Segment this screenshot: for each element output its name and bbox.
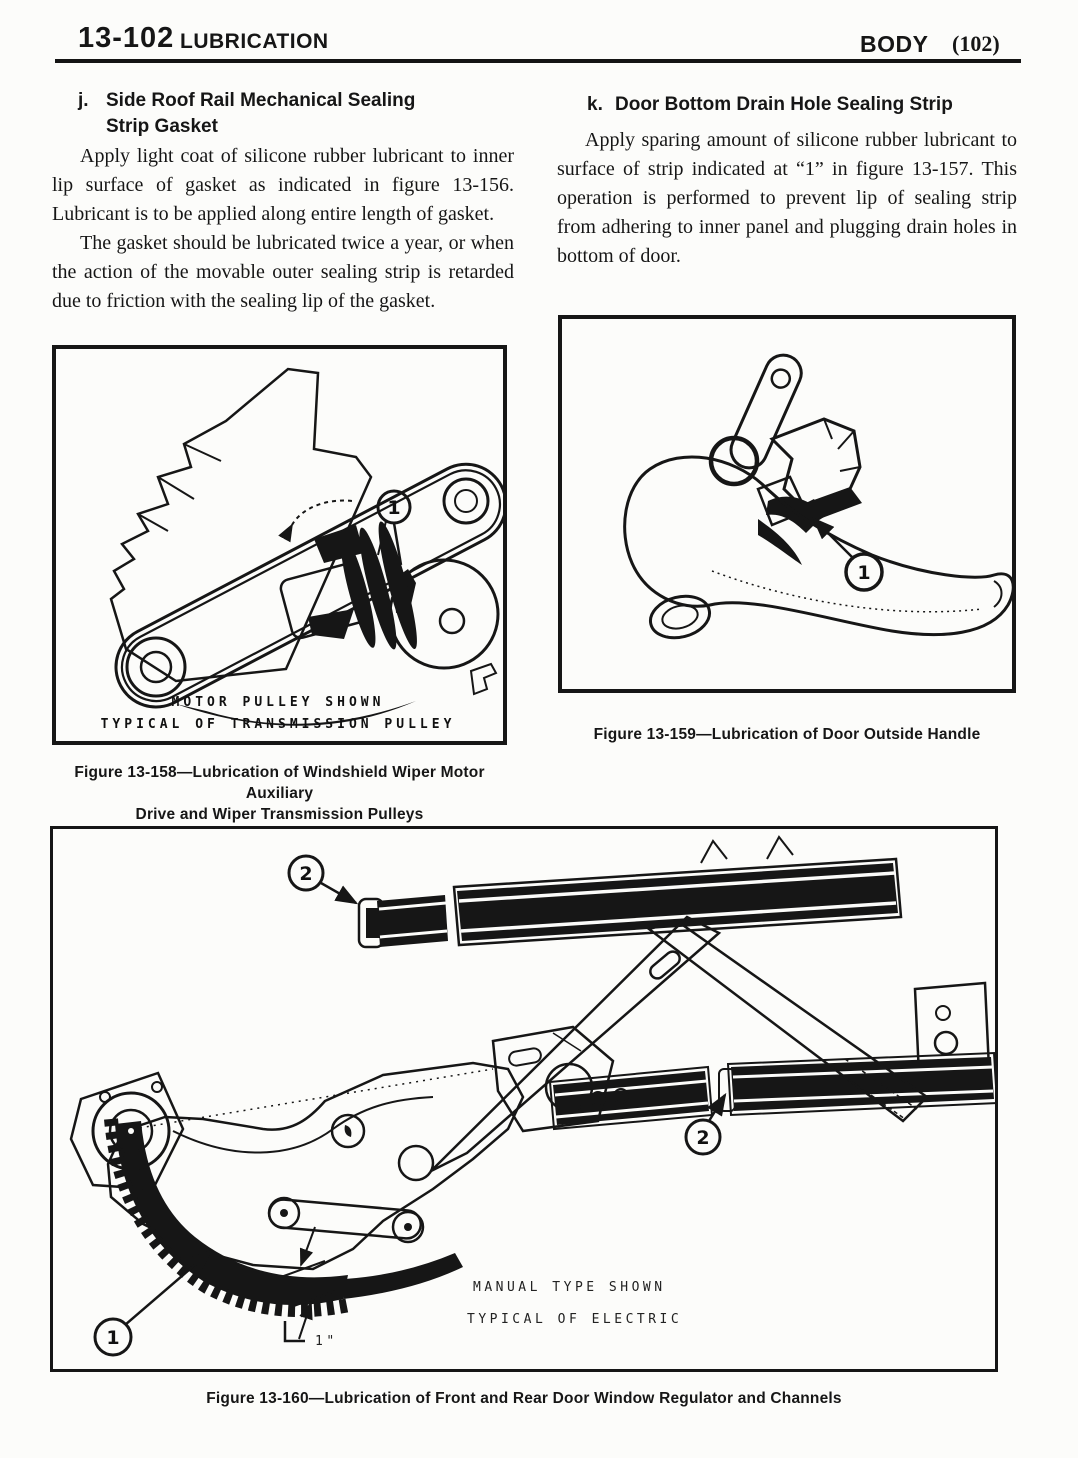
- latch-lever: [725, 349, 807, 473]
- section-k-title: Door Bottom Drain Hole Sealing Strip: [615, 94, 953, 115]
- svg-text:1": 1": [315, 1334, 338, 1349]
- section-k-letter: k.: [587, 94, 603, 115]
- section-j-title-line2: Strip Gasket: [106, 116, 218, 137]
- callout-1-icon: [814, 519, 882, 590]
- section-j-letter: j.: [78, 90, 89, 111]
- figure-159-drawing: [562, 319, 1012, 689]
- upper-channel: [359, 837, 901, 947]
- section-k-heading: [587, 92, 1025, 118]
- section-j-title-line1: Side Roof Rail Mechanical Sealing: [106, 90, 416, 111]
- figure-158-drawing: [56, 349, 503, 741]
- header-rule: [55, 59, 1021, 63]
- figure-158-box: [52, 345, 507, 745]
- page-number-right: (102): [952, 31, 1000, 56]
- section-j-heading: [78, 88, 506, 140]
- figure-160-caption: Figure 13-160—Lubrication of Front and Rear Door Window Regulator and Channels: [206, 1390, 842, 1407]
- page-number-left: 13-102: [78, 22, 175, 54]
- svg-text:1: 1: [106, 1327, 120, 1349]
- fig160-inner-label-2: TYPICAL OF ELECTRIC: [467, 1312, 683, 1327]
- figure-160-drawing: [53, 829, 995, 1369]
- upper-pulley-bolt: [444, 479, 488, 523]
- paragraph: Apply sparing amount of silicone rubber lubricant to surface of strip indicated at “1” in figure 13-157. This operation is performed to prevent lip of sealing strip from adhering to inner panel and plugging drain holes in bottom of door.: [557, 129, 1017, 267]
- shadow-wedge: [308, 609, 354, 639]
- figure-159-box: [558, 315, 1016, 693]
- link-arm: [268, 1198, 423, 1242]
- rotation-arrow: [292, 501, 352, 525]
- figure-158-caption: Figure 13-158—Lubrication of Windshield Wiper Motor Auxiliary Drive and Wiper Transmission Pulleys: [74, 764, 485, 823]
- svg-text:1: 1: [857, 562, 871, 584]
- hook-bracket: [471, 664, 496, 694]
- lower-channel: [550, 1053, 995, 1129]
- callout-2-top-icon: [289, 856, 356, 903]
- fig160-inner-label-1: MANUAL TYPE SHOWN: [473, 1280, 666, 1295]
- section-k-body: [557, 126, 1017, 271]
- door-handle: [625, 457, 1012, 635]
- figure-159-caption: Figure 13-159—Lubrication of Door Outside Handle: [593, 726, 981, 743]
- lift-arm: [431, 917, 719, 1171]
- fig158-inner-label-2: TYPICAL OF TRANSMISSION PULLEY: [100, 717, 456, 732]
- running-head-body: BODY: [860, 31, 929, 57]
- figure-160-box: [50, 826, 998, 1372]
- svg-text:2: 2: [299, 863, 313, 885]
- shadow-wedge: [314, 525, 364, 563]
- svg-text:1: 1: [387, 497, 401, 519]
- paragraph: Apply light coat of silicone rubber lubricant to inner lip surface of gasket as indicated in figure 13-156. Lubricant is to be applied along entire length of gasket.: [52, 145, 514, 225]
- section-j-body: [52, 142, 514, 316]
- svg-text:2: 2: [696, 1127, 710, 1149]
- section-title: LUBRICATION: [180, 30, 329, 53]
- callout-1-icon: [95, 1251, 211, 1355]
- fig158-inner-label-1: MOTOR PULLEY SHOWN: [171, 695, 385, 710]
- paragraph: The gasket should be lubricated twice a year, or when the action of the movable outer sealing strip is retarded due to friction with the sealing lip of the gasket.: [52, 232, 514, 312]
- handle-mounting-pad: [646, 590, 714, 643]
